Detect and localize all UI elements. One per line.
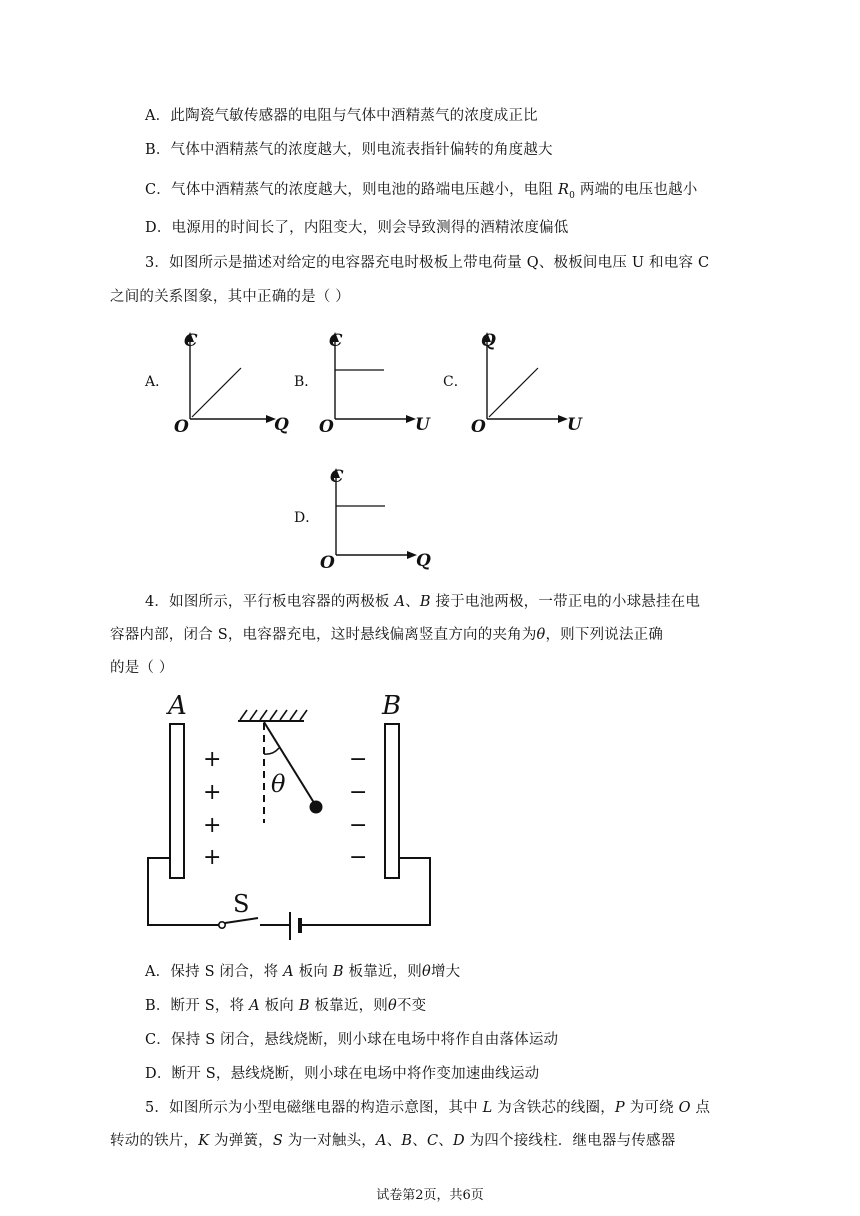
q3-graph-b-label: B． [294,374,319,390]
switch-blade [225,918,258,923]
q3-graph-a-label: A． [145,374,170,390]
plate-a-label: A [168,691,187,721]
q2-option-b: B．气体中酒精蒸气的浓度越大，则电流表指针偏转的角度越大 [145,142,553,158]
q3-graph-c-origin: O [471,417,486,437]
q2-option-a: A．此陶瓷气敏传感器的电阻与气体中酒精蒸气的浓度成正比 [145,108,538,124]
q3-stem-line1: 3．如图所示是描述对给定的电容器充电时极板上带电荷量 Q、极板间电压 U 和电容 C [145,255,710,271]
q3-graph-d-y-label: C [330,467,344,487]
q3-graph-a-origin: O [174,417,189,437]
q4-option-c: C．保持 S 闭合，悬线烧断，则小球在电场中将作自由落体运动 [145,1032,559,1048]
q4-stem-line3: 的是（ ） [110,660,174,676]
plus-sign: + [203,780,222,805]
q3-graph-d-origin: O [320,553,335,573]
plate-b [385,724,399,878]
q3-stem-line2: 之间的关系图象，其中正确的是（ ） [110,289,351,305]
q2-option-c: C．气体中酒精蒸气的浓度越大，则电池的路端电压越小，电阻 $R_0$ 两端的电压也越小 [145,182,698,201]
q3-graph-a-y-label: C [184,331,198,351]
plus-sign: + [203,845,222,870]
q5-stem-line1: 5．如图所示为小型电磁继电器的构造示意图，其中 L 为含铁芯的线圈，P 为可绕 O 点 [145,1100,711,1116]
q3-graph-b-origin: O [319,417,334,437]
q4-stem-line1: 4．如图所示，平行板电容器的两极板 A、B 接于电池两极，一带正电的小球悬挂在电 [145,594,701,610]
q4-option-a: A．保持 S 闭合，将 A 板向 B 板靠近，则θ增大 [145,964,461,980]
minus-sign: − [349,747,368,772]
q3-graph-a-x-label: Q [274,415,289,435]
plus-sign: + [203,747,222,772]
q3-graph-b-x-label: U [415,415,430,435]
q2-option-d: D．电源用的时间长了，内阻变大，则会导致测得的酒精浓度偏低 [145,220,569,236]
page-footer: 试卷第2页，共6页 [376,1188,484,1203]
theta-label: θ [271,770,286,798]
q3-graph-d-label: D． [294,510,320,526]
minus-sign: − [349,813,368,838]
switch-label: S [233,890,250,918]
minus-sign: − [349,780,368,805]
plate-b-label: B [382,691,402,721]
q3-graph-c [465,322,595,442]
plus-sign: + [203,813,222,838]
q4-stem-line2: 容器内部，闭合 S，电容器充电，这时悬线偏离竖直方向的夹角为θ，则下列说法正确 [110,627,664,643]
q3-graph-c-y-label: Q [481,331,496,351]
q4-option-d: D．断开 S，悬线烧断，则小球在电场中将作变加速曲线运动 [145,1066,540,1082]
q3-graph-d [314,458,444,578]
q3-graph-b [313,322,443,442]
q3-graph-c-label: C． [443,374,468,390]
minus-sign: − [349,845,368,870]
plate-a [170,724,184,878]
charged-ball [310,801,323,814]
q3-graph-c-x-label: U [567,415,582,435]
q5-stem-line2: 转动的铁片，K 为弹簧，S 为一对触头，A、B、C、D 为四个接线柱．继电器与传感器 [110,1133,676,1149]
q4-option-b: B．断开 S，将 A 板向 B 板靠近，则θ不变 [145,998,427,1014]
q3-graph-b-y-label: C [329,331,343,351]
q3-graph-a [168,322,298,442]
ceiling-hatch [238,710,307,721]
angle-arc [264,748,279,754]
q3-graph-d-x-label: Q [416,551,431,571]
switch-terminal [219,922,225,928]
capacitor-circuit-diagram [140,688,440,948]
